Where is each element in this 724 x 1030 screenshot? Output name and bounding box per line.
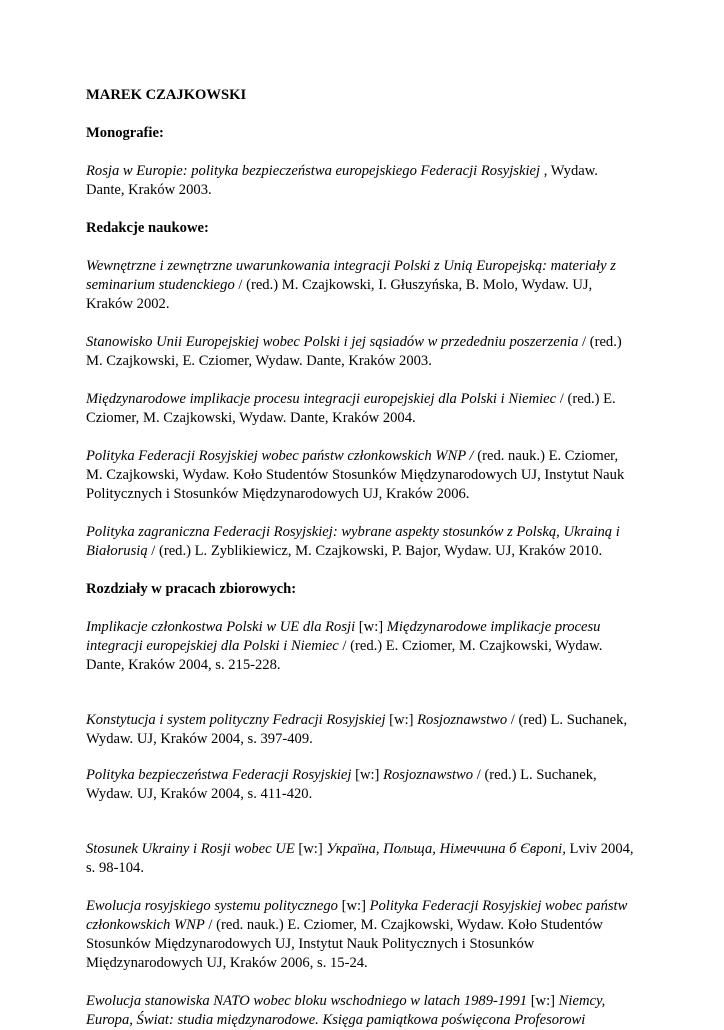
bibliography-entry: Polityka zagraniczna Federacji Rosyjskiej: wybrane aspekty stosunków z Polską, Ukrainą i Białorusią / (red.) L. Zyblikiewicz, M. Czajkowski, P. Bajor, Wydaw. UJ, Kraków 2010. (86, 524, 620, 559)
bibliography-entry: Wewnętrzne i zewnętrzne uwarunkowania integracji Polski z Unią Europejską: materiały z seminarium studenckiego / (red.) M. Czajkowski, I. Głuszyńska, B. Molo, Wydaw. UJ, Kraków 2002. (86, 258, 616, 312)
bibliography-entry: Stosunek Ukrainy i Rosji wobec UE [w:] Україна, Польща, Німеччина б Європі, Lviv 2004, s. 98-104. (86, 841, 634, 876)
bibliography-entry: Ewolucja rosyjskiego systemu politycznego [w:] Polityka Federacji Rosyjskiej wobec państw członkowskich WNP / (red. nauk.) E. Cziomer, M. Czajkowski, Wydaw. Koło Studentów Stosunków Międzynarodowych UJ, Instytut Nauk Politycznych i Stosunków Międzynarodowych UJ, Kraków 2006, s. 15-24. (86, 898, 628, 971)
section-heading-monografie: Monografie: (86, 125, 164, 141)
author-name: MAREK CZAJKOWSKI (86, 87, 247, 103)
bibliography-entry: Rosja w Europie: polityka bezpieczeństwa europejskiego Federacji Rosyjskiej , Wydaw. Dante, Kraków 2003. (86, 163, 598, 198)
bibliography-entry: Ewolucja stanowiska NATO wobec bloku wschodniego w latach 1989-1991 [w:] Niemcy, Europa, Świat: studia międzynarodowe. Księga pamiątkowa poświęcona Profesorowi (86, 993, 606, 1028)
bibliography-entry: Konstytucja i system polityczny Fedracji Rosyjskiej [w:] Rosjoznawstwo / (red) L. Suchanek, Wydaw. UJ, Kraków 2004, s. 397-409. (86, 712, 628, 747)
section-heading-rozdzialy: Rozdziały w pracach zbiorowych: (86, 581, 297, 597)
bibliography-entry: Implikacje członkostwa Polski w UE dla Rosji [w:] Międzynarodowe implikacje procesu integracji europejskiej dla Polski i Niemiec / (red.) E. Cziomer, M. Czajkowski, Wydaw. Dante, Kraków 2004, s. 215-228. (86, 619, 603, 673)
document-page (86, 86, 636, 1030)
bibliography-entry: Polityka Federacji Rosyjskiej wobec państw członkowskich WNP / (red. nauk.) E. Cziomer, M. Czajkowski, Wydaw. Koło Studentów Stosunków Międzynarodowych UJ, Instytut Nauk Politycznych i Stosunków Międzynarodowych UJ, Kraków 2006. (86, 448, 625, 502)
bibliography-entry: Polityka bezpieczeństwa Federacji Rosyjskiej [w:] Rosjoznawstwo / (red.) L. Suchanek, Wydaw. UJ, Kraków 2004, s. 411-420. (86, 767, 597, 802)
bibliography-entry: Międzynarodowe implikacje procesu integracji europejskiej dla Polski i Niemiec / (red.) E. Cziomer, M. Czajkowski, Wydaw. Dante, Kraków 2004. (86, 391, 616, 426)
bibliography-entry: Stanowisko Unii Europejskiej wobec Polski i jej sąsiadów w przededniu poszerzenia / (red.) M. Czajkowski, E. Cziomer, Wydaw. Dante, Kraków 2003. (86, 334, 622, 369)
section-heading-redakcje: Redakcje naukowe: (86, 220, 209, 236)
